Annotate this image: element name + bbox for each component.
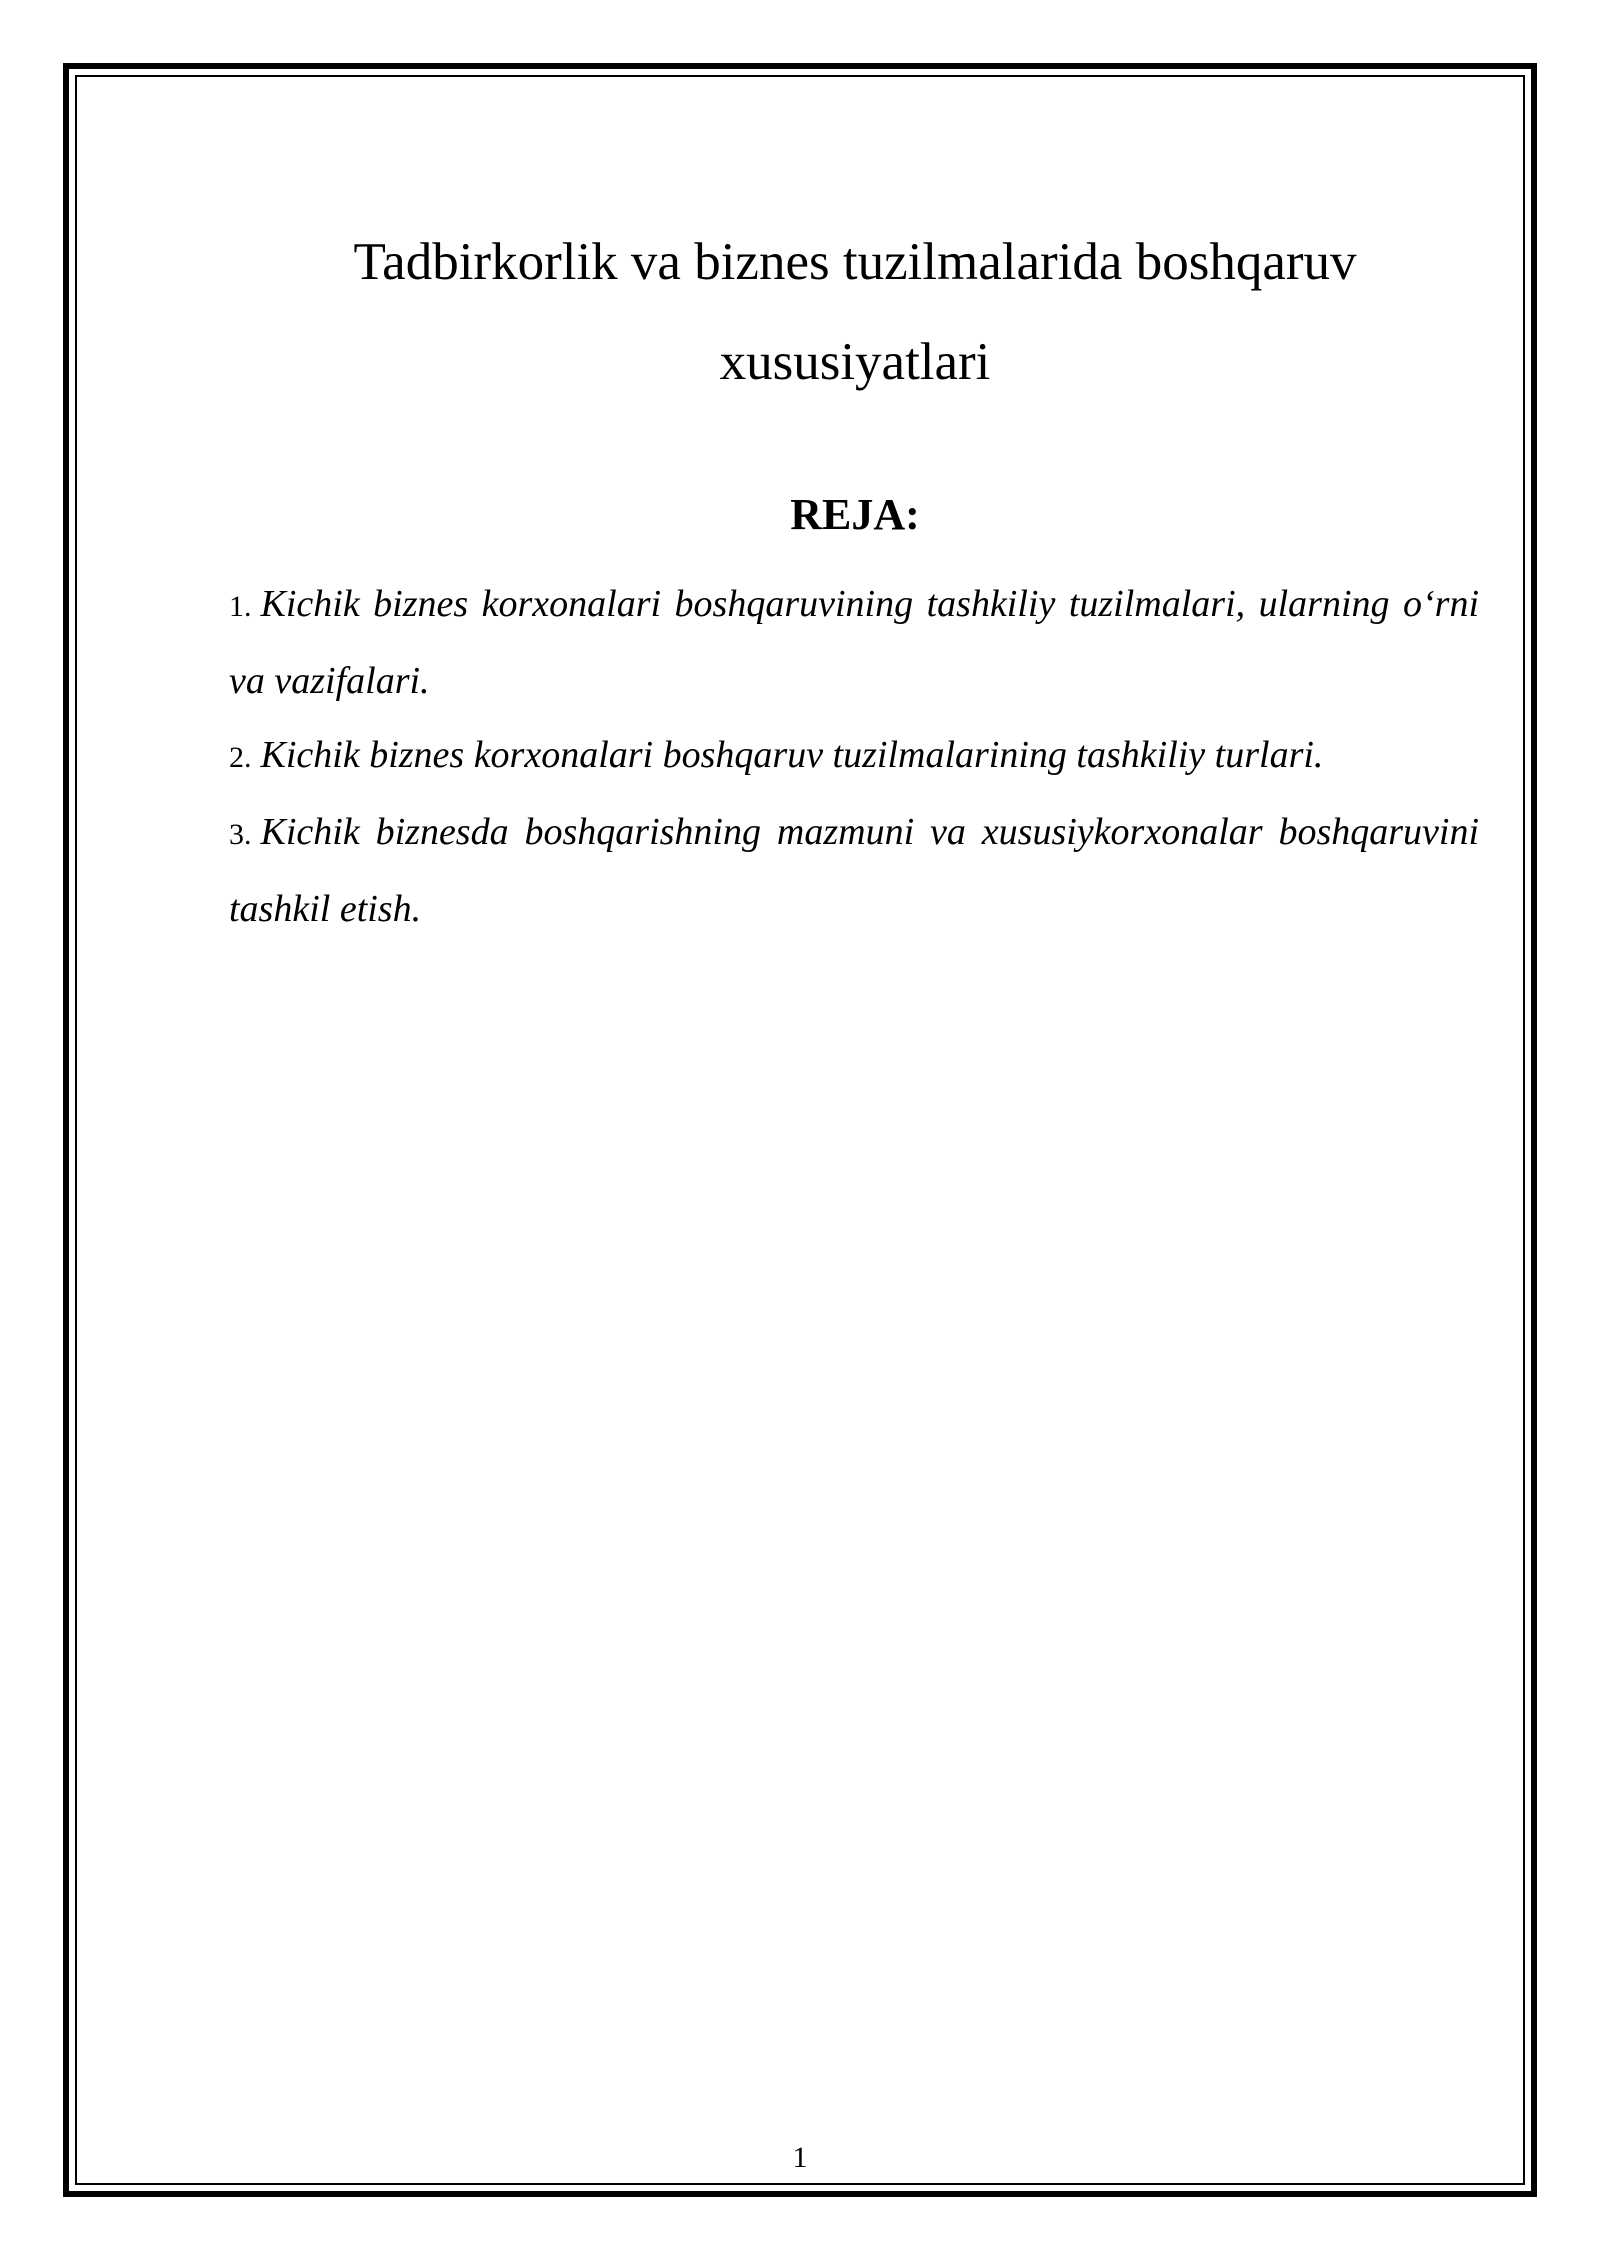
plan-item: [229, 795, 1479, 946]
plan-item-number: 1.: [229, 590, 252, 623]
plan-item-number: 3.: [229, 818, 252, 851]
plan-item-text: Kichik biznes korxonalari boshqaruv tuzilmalarining tashkiliy turlari.: [260, 734, 1324, 776]
document-title: Tadbirkorlik va biznes tuzilmalarida boshqaruv xususiyatlari: [353, 233, 1357, 391]
plan-heading: REJA:: [790, 490, 920, 539]
plan-item: [229, 567, 1479, 718]
plan-item-number: 2.: [229, 741, 252, 774]
plan-item: [229, 718, 1479, 795]
page-number: 1: [792, 2141, 808, 2174]
plan-item-text: Kichik biznesda boshqarishning mazmuni va xususiykorxonalar boshqaruvini tashkil etish.: [229, 811, 1479, 930]
plan-list: [229, 567, 1479, 946]
plan-item-text: Kichik biznes korxonalari boshqaruvining tashkiliy tuzilmalari, ularning o‘rni va vazifalari.: [229, 583, 1479, 702]
